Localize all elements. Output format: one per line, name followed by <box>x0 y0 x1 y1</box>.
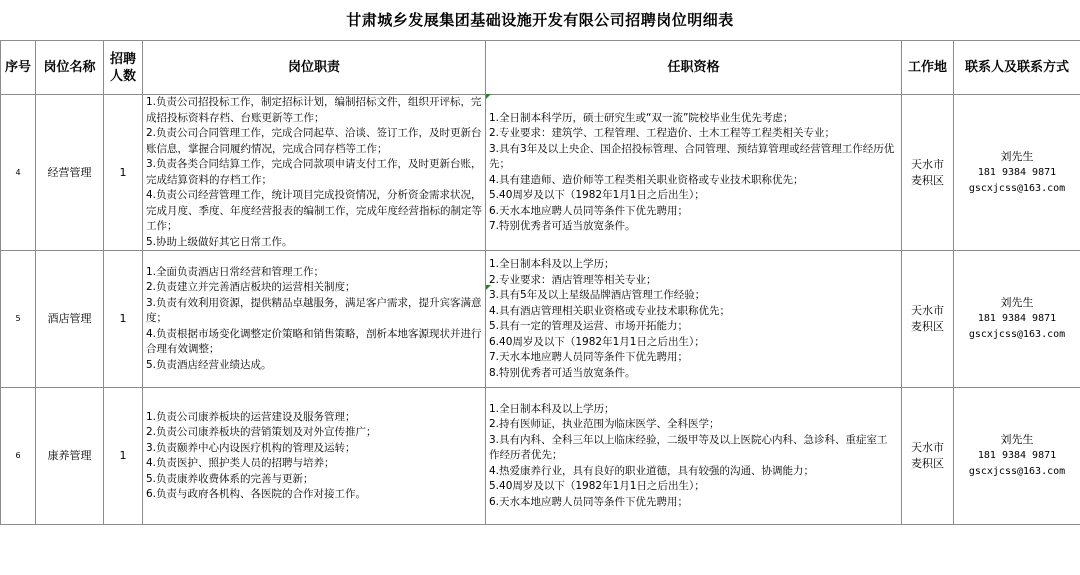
duty-line: 4.负责医护、照护类人员的招聘与培养； <box>146 457 335 469</box>
qualification-line: 4.具有酒店管理相关职业资格或专业技术职称优先； <box>489 304 731 317</box>
duty-line: 1.负责公司康养板块的运营建设及服务管理； <box>146 410 356 423</box>
cell-position[interactable]: 康养管理 <box>36 388 104 525</box>
contact-email: gscxjcss@163.com <box>968 329 1066 340</box>
cell-qualifications[interactable] <box>486 251 902 388</box>
cell-duties[interactable] <box>143 95 486 251</box>
duty-line: 2.负责公司合同管理工作，完成合同起草、洽谈、签订工作，及时更新台账信息，掌握合同履约情况，完成合同存档等工作； <box>146 127 482 155</box>
qualification-line: 5.具有一定的管理及运营、市场开拓能力； <box>489 320 689 332</box>
header-contact-label: 联系人及联系方式 <box>964 60 1069 75</box>
cell-duties[interactable] <box>143 388 486 525</box>
qualification-line: 6.天水本地应聘人员同等条件下优先聘用； <box>489 204 689 217</box>
header-duties: 岗位职责 <box>143 41 486 95</box>
header-qualifications: 任职资格 <box>486 41 902 95</box>
qualification-line: 5.40周岁及以下（1982年1月1日之后出生）； <box>489 189 705 201</box>
cell-qualifications[interactable] <box>486 95 902 251</box>
contact-email: gscxjcss@163.com <box>968 466 1066 477</box>
contact-name: 刘先生 <box>1000 433 1034 446</box>
contact-phone: 181 9384 9871 <box>977 166 1057 178</box>
qualification-line: 2.专业要求：酒店管理等相关专业； <box>489 273 657 286</box>
cell-position[interactable]: 酒店管理 <box>36 251 104 388</box>
duty-line: 2.负责建立并完善酒店板块的运营相关制度； <box>146 281 356 294</box>
cell-location[interactable] <box>902 251 954 388</box>
header-location: 工作地 <box>902 41 954 95</box>
location-text: 天水市麦积区 <box>911 157 944 187</box>
cell-comment-marker <box>486 285 491 290</box>
location-text: 天水市麦积区 <box>911 441 944 470</box>
qualification-line: 2.专业要求：建筑学、工程管理、工程造价、土木工程等工程类相关专业； <box>489 127 836 139</box>
qualification-line: 6.天水本地应聘人员同等条件下优先聘用； <box>489 495 689 508</box>
cell-contact[interactable] <box>954 388 1080 525</box>
duty-line: 5.协助上级做好其它日常工作。 <box>146 235 293 248</box>
qualification-line: 4.具有建造师、造价师等工程类相关职业资格或专业技术职称优先； <box>489 173 804 186</box>
table-row[interactable] <box>1 388 1080 525</box>
qualification-line: 5.40周岁及以下（1982年1月1日之后出生）； <box>489 480 705 493</box>
duty-line: 1.全面负责酒店日常经营和管理工作； <box>146 265 325 278</box>
duty-line: 5.负责康养收费体系的完善与更新； <box>146 472 314 485</box>
duty-line: 4.负责公司经营管理工作，统计项目完成投资情况，分析资金需求状况，完成月度、季度、年度经营报表的编制工作，完成年度经营指标的制定等工作； <box>146 189 482 232</box>
qualification-line: 7.天水本地应聘人员同等条件下优先聘用； <box>489 351 689 363</box>
cell-comment-marker <box>486 94 491 99</box>
location-text: 天水市麦积区 <box>911 304 944 333</box>
cell-position[interactable]: 经营管理 <box>36 95 104 251</box>
cell-count[interactable]: 1 <box>104 388 143 525</box>
header-count-label: 招聘人数 <box>109 51 136 84</box>
qualification-line: 1.全日制本科及以上学历； <box>489 258 615 270</box>
qualification-line: 3.具有5年及以上星级品牌酒店管理工作经验； <box>489 289 706 301</box>
duty-line: 3.负责颐养中心内设医疗机构的管理及运转； <box>146 441 356 454</box>
duty-line: 6.负责与政府各机构、各医院的合作对接工作。 <box>146 488 367 500</box>
duty-line: 5.负责酒店经营业绩达成。 <box>146 358 272 371</box>
duty-line: 2.负责公司康养板块的营销策划及对外宣传推广； <box>146 426 377 438</box>
contact-email: gscxjcss@163.com <box>968 182 1066 194</box>
cell-count[interactable]: 1 <box>104 251 143 388</box>
qualification-line: 7.特别优秀者可适当放宽条件。 <box>489 220 636 232</box>
qualification-line: 8.特别优秀者可适当放宽条件。 <box>489 366 636 379</box>
contact-phone: 181 9384 9871 <box>977 313 1057 324</box>
header-count <box>104 41 143 95</box>
cell-location[interactable] <box>902 388 954 525</box>
duty-line: 4.负责根据市场变化调整定价策略和销售策略，剖析本地客源现状并进行合理有效调整； <box>146 327 482 356</box>
header-seq: 序号 <box>1 41 36 95</box>
table-row[interactable] <box>1 251 1080 388</box>
contact-name: 刘先生 <box>1000 296 1034 309</box>
table-row[interactable] <box>1 95 1080 251</box>
cell-seq[interactable]: 6 <box>1 388 36 525</box>
header-position: 岗位名称 <box>36 41 104 95</box>
cell-seq[interactable]: 5 <box>1 251 36 388</box>
header-row <box>1 41 1080 95</box>
qualification-line: 1.全日制本科学历，硕士研究生或“双一流”院校毕业生优先考虑； <box>489 111 794 124</box>
qualification-line: 3.具有内科、全科三年以上临床经验，二级甲等及以上医院心内科、急诊科、重症室工作经历者优先； <box>489 433 888 462</box>
header-contact <box>954 41 1080 95</box>
contact-phone: 181 9384 9871 <box>977 450 1057 461</box>
qualification-line: 1.全日制本科及以上学历； <box>489 402 615 415</box>
cell-duties[interactable] <box>143 251 486 388</box>
duty-line: 3.负责有效利用资源，提供精品卓越服务，满足客户需求，提升宾客满意度； <box>146 296 482 325</box>
cell-qualifications[interactable] <box>486 388 902 525</box>
cell-seq[interactable]: 4 <box>1 95 36 251</box>
duty-line: 1.负责公司招投标工作，制定招标计划，编制招标文件，组织开评标，完成招投标资料存档、台账更新等工作； <box>146 96 482 124</box>
qualification-line: 2.持有医师证，执业范围为临床医学、全科医学； <box>489 418 720 431</box>
qualification-line: 4.热爱康养行业，具有良好的职业道德，具有较强的沟通、协调能力； <box>489 464 815 477</box>
recruitment-table <box>0 40 1080 525</box>
duty-line: 3.负责各类合同结算工作，完成合同款项申请支付工作，及时更新台账，完成结算资料的存档工作； <box>146 158 482 186</box>
cell-contact[interactable] <box>954 95 1080 251</box>
cell-contact[interactable] <box>954 251 1080 388</box>
contact-name: 刘先生 <box>1000 149 1034 163</box>
qualification-line: 3.具有3年及以上央企、国企招投标管理、合同管理、预结算管理或经营管理工作经历优先； <box>489 142 895 170</box>
cell-location[interactable] <box>902 95 954 251</box>
cell-count[interactable]: 1 <box>104 95 143 251</box>
qualification-line: 6.40周岁及以下（1982年1月1日之后出生）； <box>489 335 705 348</box>
page-title: 甘肃城乡发展集团基础设施开发有限公司招聘岗位明细表 <box>346 11 734 29</box>
